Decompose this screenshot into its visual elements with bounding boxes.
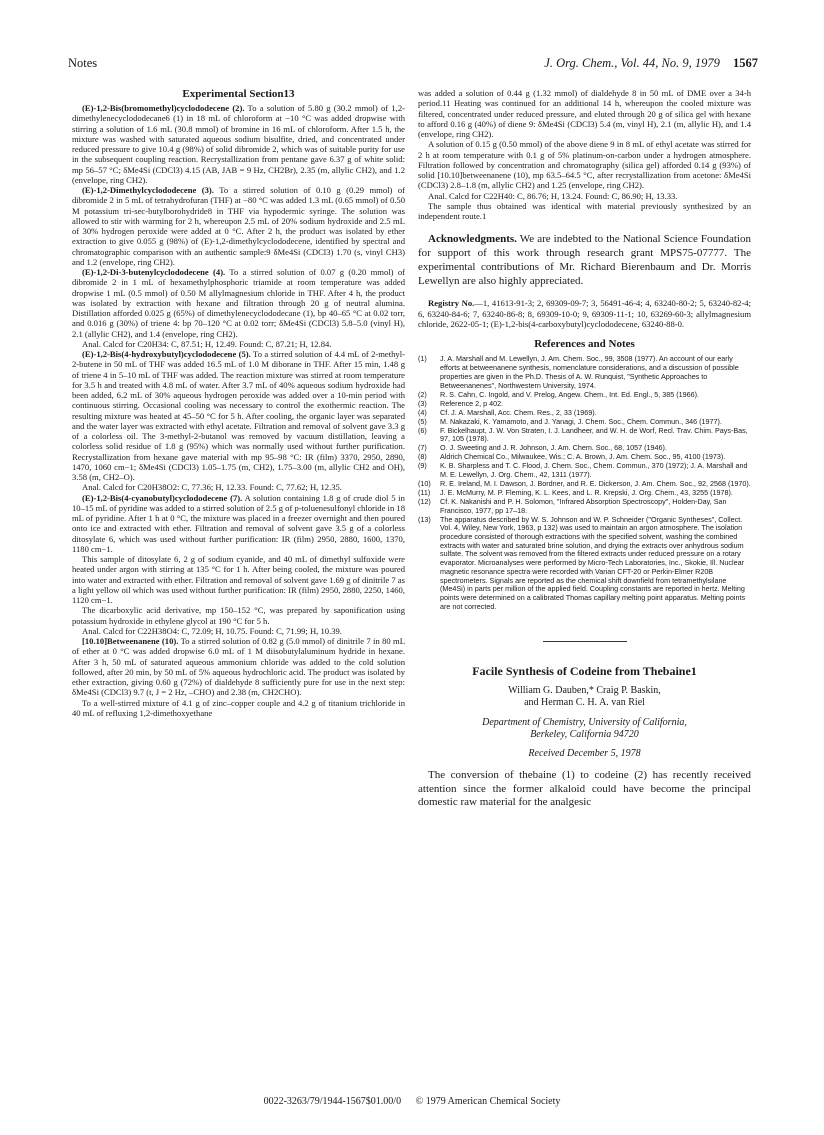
reference-item <box>418 355 751 390</box>
journal-header <box>544 56 758 71</box>
authors-line: and Herman C. H. A. van Riel <box>524 696 645 708</box>
references-heading: References and Notes <box>534 338 635 351</box>
reference-text: M. Nakazaki, K. Yamamoto, and J. Yanagi, J. Chem. Soc., Chem. Commun., 346 (1977). <box>440 416 722 426</box>
article-authors <box>418 685 751 709</box>
compound-title: [10.10]Betweenanene (10). <box>82 636 179 646</box>
acknowledgments-title: Acknowledgments. <box>428 233 517 246</box>
compound-title: (E)-1,2-Di-3-butenylcyclododecene (4). <box>82 267 226 277</box>
reference-item <box>418 498 751 515</box>
reference-text: Cf. K. Nakanishi and P. H. Solomon, "Infrared Absorption Spectroscopy", Holden-Day, San Francisco, 1977, pp 17–18. <box>440 496 727 515</box>
registry-numbers <box>418 298 751 329</box>
paragraph-text: To a solution of 5.80 g (30.2 mmol) of 1,2-dimethylenecyclododecane6 (1) in 18 mL of chloroform at −10 °C was added dropwise with stirring a solution of 1.6 mL (30.8 mmol) of bromine in 16 mL of chloroform. After 1.5 h, the mixture was washed with saturated aqueous sodium bisulfite, dried, and concentrated under reduced pressure to give 10.4 g (98%) of solid dibromide 2, which was of suitable purity for use in the subsequent coupling reaction. Recrystallization from pentane gave 6.37 g of white solid: mp 56–57 °C; δMe4Si (CDCl3) 4.15 (AB, JAB = 9 Hz, CH2Br), 2.35 (m, allylic CH2), and 1.2 (envelope, ring CH2). <box>72 103 405 185</box>
paragraph-compound-10 <box>72 636 405 698</box>
reference-text: Aldrich Chemical Co., Milwaukee, Wis.; C. A. Brown, J. Am. Chem. Soc., 95, 4100 (1973). <box>440 452 726 462</box>
registry-text: —1, 41613-91-3; 2, 69309-09-7; 3, 56491-46-4; 4, 63240-80-2; 5, 63240-82-4; 6, 63240-84-6; 7, 63240-86-8; 8, 69309-10-0; 9, 69309-11-1; 10, 63269-60-3; allylmagnesium chloride, 2622-05-1; (E)-1,2-bis(4-carboxybutyl)cyclododecene, 63240-88-0. <box>418 298 751 329</box>
affiliation-line: Department of Chemistry, University of California, <box>482 716 687 728</box>
paragraph-text: To a stirred solution of 4.4 mL of 2-methyl-2-butene in 50 mL of THF was added 16.5 mL of 1.0 M diborane in THF. After 15 min, 1.48 g of triene 4 in 5–10 mL of THF was added. The reaction mixture was stirred at room temperature for 3.5 h and treated with 4.8 mL of water. After 3.7 mL of 40% aqueous sodium hydroxide had been added, 6.2 mL of 30% aqueous hydrogen peroxide was added over a 10-min period with continuous stirring. Occasional cooling was necessary to control the exothermic reaction. The resulting mixture was heated at 45–50 °C for 5 h. After cooling, the organic layer was separated and the water layer was extracted with ethyl acetate. Filtration and removal of solvent gave 3.3 g of a colorless oil. The 3-methyl-2-butanol was removed by vacuum distillation, leaving a colorless solid residue of 1.8 g (95%) which was normally used without further purification. Recrystallization from hexane gave material with mp 95–98 °C: IR (film) 3370, 2950, 2890, 1470, 1060 cm−1; δMe4Si (CDCl3) 1.05–1.75 (m, CH2), 1.75–3.00 (m, allylic CH2 and OH), 3.58 (m, CH2–O). <box>72 349 405 482</box>
left-column <box>72 88 405 718</box>
analysis-line: Anal. Calcd for C22H40: C, 86.76; H, 13.24. Found: C, 86.90; H, 13.33. <box>428 190 678 201</box>
paragraph-ditosylate: This sample of ditosylate 6, 2 g of sodium cyanide, and 40 mL of dimethyl sulfoxide were heated under argon with stirring at 135 °C for 1 h. After being cooled, the mixture was poured into water and extracted with ether. Filtration and removal of solvent gave 1.69 g of dinitrile 7 as a light yellow oil which was used without further purification: IR (film) 2950, 2880, 2250, 1460, 1120 cm−1. <box>72 554 405 605</box>
reference-number: (2) <box>418 389 427 399</box>
paragraph-continued: was added a solution of 0.44 g (1.32 mmol) of dialdehyde 8 in 50 mL of DME over a 34-h period.11 Heating was continued for an additional 14 h, whereupon the cooled mixture was filtered, concentrated under reduced pressure, and eluted through 20 g of silica gel with hexane to afford 0.16 g (40%) of diene 9: δMe4Si (CDCl3) 5.4 (m, vinyl H), 2.1 (m, allylic H), and 1.4 (envelope, ring CH2). <box>418 88 751 139</box>
article-divider <box>543 641 627 642</box>
paragraph-compound-5 <box>72 349 405 482</box>
compound-title: (E)-1,2-Bis(4-hydroxybutyl)cyclododecene (5). <box>82 349 251 359</box>
page-header <box>68 56 758 72</box>
reference-text: The apparatus described by W. S. Johnson and W. P. Schneider ("Organic Syntheses", Collect. Vol. 4, Wiley, New York, 1963, p 132) was used to maintain an argon atmosphere. The isolation procedure consisted of thorough extractions with the specified solvent, washing the combined extracts with water and saturated brine solution, and drying the extracts over anhydrous sodium sulfate. The solvent was removed from the filtered extracts under reduced pressure on a rotary evaporator. Microanalyses were performed by Micro-Tech Laboratories, Inc., Skokie, Ill. Nuclear magnetic resonance spectra were recorded with Varian CFT-20 or Perkin-Elmer R20B spectrometers. Signals are reported as the chemical shift downfield from tetramethylsilane (Me4Si) in parts per million of the applied field. Coupling constants are reported in hertz. Melting points were determined on a calibrated Thomas capillary melting point apparatus. Melting points are not corrected. <box>440 514 746 611</box>
reference-number: (1) <box>418 354 427 364</box>
acknowledgments-text: We are indebted to the National Science Foundation for support of this work through research grant MPS75-07777. The experimental contributions of Mr. Richard Bierenbaum and Dr. Morris Lewellyn are also highly appreciated. <box>418 233 751 287</box>
reference-text: F. Bickelhaupt, J. W. Von Straten, I. J. Landheer, and W. H. de Worf, Recl. Trav. Chim. Pays-Bas, 97, 105 (1978). <box>440 425 748 444</box>
compound-title: (E)-1,2-Bis(bromomethyl)cyclododecene (2). <box>82 103 245 113</box>
reference-number: (10) <box>418 478 431 488</box>
reference-number: (13) <box>418 514 431 524</box>
reference-number: (5) <box>418 416 427 426</box>
reference-number: (12) <box>418 496 431 506</box>
registry-title: Registry No. <box>428 298 475 309</box>
reference-text: J. E. McMurry, M. P. Fleming, K. L. Kees, and L. R. Krepski, J. Org. Chem., 43, 3255 (1978). <box>440 487 733 497</box>
section-label: Notes <box>68 56 98 70</box>
paragraph-mcmurry: To a well-stirred mixture of 4.1 g of zinc–copper couple and 4.2 g of titanium trichloride in 40 mL of refluxing 1,2-dimethoxyethane <box>72 697 405 718</box>
reference-number: (8) <box>418 452 427 462</box>
paragraph-text: To a stirred solution of 0.10 g (0.29 mmol) of dibromide 2 in 5 mL of tetrahydrofuran (THF) at −80 °C was added 1.3 mL (0.65 mmol) of 0.50 M potassium tri-sec-butylborohydride8 in THF via hypodermic syringe. The solution was allowed to stir with warming for 2 h, whereupon 2.5 mL of 20% sodium hydroxide and 2.5 mL of 30% hydrogen peroxide were added at 0 °C. After 2 h, the product was isolated by ether extraction to give 0.055 g (98%) of (E)-1,2-dimethylcyclododecene, identified by spectral and chromatographic comparison with an authentic sample:9 δMe4Si (CDCl3) 1.70 (s, vinyl CH3) and 1.2 (envelope, ring CH2). <box>72 185 405 267</box>
authors-line: William G. Dauben,* Craig P. Baskin, <box>508 684 661 696</box>
reference-item <box>418 516 751 612</box>
paragraph-compound-7 <box>72 493 405 555</box>
copyright: © 1979 American Chemical Society <box>415 1096 561 1107</box>
reference-text: R. E. Ireland, M. I. Dawson, J. Bordner, and R. E. Dickerson, J. Am. Chem. Soc., 92, 2568 (1970). <box>440 478 751 488</box>
affiliation-line: Berkeley, California 94720 <box>530 728 639 740</box>
analysis-line: Anal. Calcd for C20H38O2: C, 77.36; H, 12.33. Found: C, 77.62; H, 12.35. <box>82 482 342 493</box>
paragraph-text: A solution containing 1.8 g of crude diol 5 in 10–15 mL of pyridine was added to a stirred solution of 2.5 g of p-toluenesulfonyl chloride in 18 mL of pyridine. After 1 h at 0 °C, the mixture was placed in a freezer overnight and then poured onto ice and extracted with ether. Filtration and removal of solvent gave 3.5 g of a colorless ditosylate 6, which was used without further purification: IR (film) 2950, 2880, 1600, 1370, 1180 cm−1. <box>72 492 405 554</box>
analysis-line: Anal. Calcd for C22H38O4: C, 72.09; H, 10.75. Found: C, 71.99; H, 10.39. <box>82 625 342 636</box>
reference-text: O. J. Sweeting and J. R. Johnson, J. Am. Chem. Soc., 68, 1057 (1946). <box>440 443 667 453</box>
reference-number: (11) <box>418 487 431 497</box>
reference-number: (9) <box>418 461 427 471</box>
page-footer <box>0 1096 824 1107</box>
reference-text: K. B. Sharpless and T. C. Flood, J. Chem. Soc., Chem. Commun., 370 (1972); J. A. Marshall and M. E. Lewellyn, J. Org. Chem., 42, 1311 (1977). <box>440 461 748 479</box>
right-column <box>418 88 751 810</box>
acknowledgments <box>418 233 751 288</box>
reference-number: (3) <box>418 398 427 408</box>
reference-text: J. A. Marshall and M. Lewellyn, J. Am. Chem. Soc., 99, 3508 (1977). An account of our early efforts at betweenanene synthesis, nomenclature considerations, and a discussion of possible properties are given in the Ph.D. Thesis of A. W. Runquist, "Synthetic Approaches to Betweenanenes", Northwestern University, 1974. <box>440 354 739 390</box>
compound-title: (E)-1,2-Dimethylcyclododecene (3). <box>82 185 214 195</box>
reference-number: (4) <box>418 407 427 417</box>
doc-code: 0022-3263/79/1944-1567$01.00/0 <box>263 1096 402 1107</box>
reference-text: Cf. J. A. Marshall, Acc. Chem. Res., 2, 33 (1969). <box>440 407 597 417</box>
compound-title: (E)-1,2-Bis(4-cyanobutyl)cyclododecene (7). <box>82 492 243 503</box>
reference-list <box>418 355 751 611</box>
reference-number: (6) <box>418 425 427 435</box>
reference-number: (7) <box>418 443 427 453</box>
paragraph-compound-3 <box>72 185 405 267</box>
reference-item <box>418 462 751 479</box>
page-number: 1567 <box>733 56 758 70</box>
reference-text: Reference 2, p 402. <box>440 398 504 408</box>
experimental-heading: Experimental Section13 <box>182 88 295 100</box>
article-intro: The conversion of thebaine (1) to codeine (2) has recently received attention since the former alkaloid could have become the principal domestic raw material for the analgesic <box>418 768 751 809</box>
paragraph-text: To a stirred solution of 0.07 g (0.20 mmol) of dibromide 2 in 1 mL of hexamethylphosphoric triamide at room temperature was added dropwise 1 mL (0.5 mmol) of 0.50 M allylmagnesium chloride in THF. After 4 h, the product was isolated by extraction with hexane and filtration through 20 g of neutral alumina. Distillation afforded 0.025 g (65%) of dimethylenecyclododecane (1), bp 40–65 °C at 0.02 torr, and 0.016 g (30%) of triene 4: bp 70–120 °C at 0.02 torr; δMe4Si (CDCl3) 5.8–5.0 (vinyl H), 2.1 (allylic CH2), and 1.4 (envelope, ring CH2). <box>72 267 405 339</box>
paragraph-hydrogenation: A solution of 0.15 g (0.50 mmol) of the above diene 9 in 8 mL of ethyl acetate was stirred for 2 h at room temperature with 0.1 g of 5% platinum-on-carbon under a hydrogen atmosphere. Filtration followed by concentration and chromatography (silica gel) afforded 0.14 g (93%) of solid [10.10]betweenanene (10), mp 63.5–64.5 °C, after recrystallization from acetone: δMe4Si (CDCl3) 2.8–1.8 (m, allylic CH2) and 1.25 (envelope, ring CH2). <box>418 139 751 191</box>
analysis-line: Anal. Calcd for C20H34: C, 87.51; H, 12.49. Found: C, 87.21; H, 12.84. <box>82 338 332 349</box>
reference-text: R. S. Cahn, C. Ingold, and V. Prelog, Angew. Chem., Int. Ed. Engl., 5, 385 (1966). <box>440 389 700 399</box>
paragraph-compound-4 <box>72 267 405 339</box>
paragraph-dicarboxylic: The dicarboxylic acid derivative, mp 150–152 °C, was prepared by saponification using potassium hydroxide in ethylene glycol at 190 °C for 5 h. <box>72 605 405 626</box>
article-title: Facile Synthesis of Codeine from Thebaine1 <box>472 664 697 679</box>
journal-citation: J. Org. Chem., Vol. 44, No. 9, 1979 <box>544 56 720 70</box>
reference-item <box>418 427 751 444</box>
received-date: Received December 5, 1978 <box>528 747 641 759</box>
paragraph-identity: The sample thus obtained was identical with material previously synthesized by an independent route.1 <box>418 200 751 221</box>
paragraph-text: To a stirred solution of 0.82 g (5.0 mmol) of dinitrile 7 in 80 mL of ether at 0 °C was added dropwise 6.0 mL of 1 M diisobutylaluminum hydride in hexane. After 3 h, 50 mL of saturated aqueous ammonium chloride was added to the cold solution followed, after 20 min, by 50 mL of 5% aqueous hydrochloric acid. The product was isolated by ether extraction, giving 0.60 g (72%) of dialdehyde 8 sufficiently pure for use in the next step: δMe4Si (CDCl3) 9.7 (t, J = 2 Hz, –CHO) and 2.38 (m, CH2CHO). <box>72 636 405 698</box>
article-affiliation <box>418 717 751 741</box>
paragraph-compound-2 <box>72 103 405 185</box>
